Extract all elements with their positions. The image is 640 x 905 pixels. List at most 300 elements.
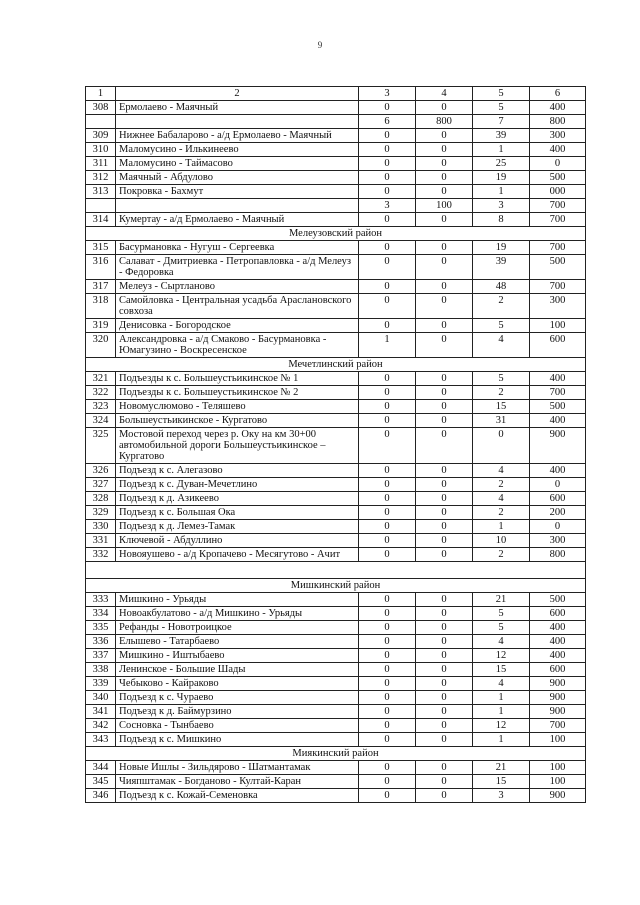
table-row bbox=[86, 478, 586, 492]
value-cell: 1 bbox=[359, 333, 416, 358]
value-cell: 10 bbox=[473, 534, 530, 548]
value-cell: 600 bbox=[530, 333, 586, 358]
value-cell: 0 bbox=[359, 143, 416, 157]
value-cell: 21 bbox=[473, 593, 530, 607]
value-cell: 0 bbox=[416, 213, 473, 227]
table-row bbox=[86, 691, 586, 705]
value-cell: 0 bbox=[359, 607, 416, 621]
value-cell: 0 bbox=[416, 506, 473, 520]
table-row bbox=[86, 372, 586, 386]
value-cell: 0 bbox=[416, 492, 473, 506]
value-cell: 0 bbox=[416, 255, 473, 280]
road-name: Подъезд к с. Алегазово bbox=[116, 464, 359, 478]
value-cell: 400 bbox=[530, 649, 586, 663]
value-cell: 0 bbox=[359, 414, 416, 428]
value-cell: 0 bbox=[416, 761, 473, 775]
value-cell: 0 bbox=[416, 534, 473, 548]
value-cell: 0 bbox=[359, 400, 416, 414]
row-number: 333 bbox=[86, 593, 116, 607]
table-row bbox=[86, 414, 586, 428]
row-number: 337 bbox=[86, 649, 116, 663]
table-row bbox=[86, 255, 586, 280]
row-number: 311 bbox=[86, 157, 116, 171]
road-name: Маячный - Абдулово bbox=[116, 171, 359, 185]
row-number: 329 bbox=[86, 506, 116, 520]
row-number: 334 bbox=[86, 607, 116, 621]
value-cell: 0 bbox=[416, 733, 473, 747]
district-name: Мишкинский район bbox=[86, 579, 586, 593]
road-name: Новые Ишлы - Зильдярово - Шатмантамак bbox=[116, 761, 359, 775]
row-number: 346 bbox=[86, 789, 116, 803]
table-row bbox=[86, 428, 586, 464]
value-cell: 700 bbox=[530, 280, 586, 294]
row-number: 340 bbox=[86, 691, 116, 705]
value-cell: 0 bbox=[416, 691, 473, 705]
value-cell: 0 bbox=[359, 663, 416, 677]
table-row bbox=[86, 719, 586, 733]
value-cell: 2 bbox=[473, 548, 530, 562]
table-row bbox=[86, 333, 586, 358]
row-number: 316 bbox=[86, 255, 116, 280]
value-cell: 0 bbox=[359, 492, 416, 506]
value-cell: 0 bbox=[359, 677, 416, 691]
value-cell: 5 bbox=[473, 607, 530, 621]
row-number: 344 bbox=[86, 761, 116, 775]
value-cell: 0 bbox=[530, 157, 586, 171]
row-number: 313 bbox=[86, 185, 116, 199]
column-header: 4 bbox=[416, 87, 473, 101]
row-number: 336 bbox=[86, 635, 116, 649]
value-cell: 0 bbox=[416, 185, 473, 199]
value-cell: 0 bbox=[416, 129, 473, 143]
value-cell: 400 bbox=[530, 143, 586, 157]
table-row bbox=[86, 492, 586, 506]
value-cell: 0 bbox=[416, 548, 473, 562]
value-cell: 6 bbox=[359, 115, 416, 129]
table-row bbox=[86, 607, 586, 621]
value-cell: 0 bbox=[416, 280, 473, 294]
column-header: 6 bbox=[530, 87, 586, 101]
table-row bbox=[86, 775, 586, 789]
value-cell: 700 bbox=[530, 241, 586, 255]
value-cell: 0 bbox=[359, 635, 416, 649]
value-cell: 48 bbox=[473, 280, 530, 294]
value-cell: 0 bbox=[416, 520, 473, 534]
value-cell: 0 bbox=[416, 157, 473, 171]
road-name: Самойловка - Центральная усадьба Араслановского совхоза bbox=[116, 294, 359, 319]
value-cell: 100 bbox=[530, 733, 586, 747]
table-row bbox=[86, 101, 586, 115]
value-cell: 5 bbox=[473, 372, 530, 386]
road-name: Подъезд к с. Мишкино bbox=[116, 733, 359, 747]
value-cell: 15 bbox=[473, 400, 530, 414]
value-cell: 0 bbox=[416, 333, 473, 358]
value-cell: 500 bbox=[530, 593, 586, 607]
empty-cell bbox=[86, 562, 586, 579]
road-name: Ермолаево - Маячный bbox=[116, 101, 359, 115]
value-cell: 0 bbox=[359, 548, 416, 562]
road-name: Подъезд к д. Азикеево bbox=[116, 492, 359, 506]
value-cell: 0 bbox=[359, 185, 416, 199]
value-cell: 0 bbox=[473, 428, 530, 464]
value-cell: 700 bbox=[530, 719, 586, 733]
road-name: Подъезд к с. Дуван-Мечетлино bbox=[116, 478, 359, 492]
value-cell: 900 bbox=[530, 677, 586, 691]
row-number: 330 bbox=[86, 520, 116, 534]
column-header: 2 bbox=[116, 87, 359, 101]
page-number: 9 bbox=[317, 40, 323, 50]
table-row bbox=[86, 129, 586, 143]
value-cell: 0 bbox=[359, 649, 416, 663]
value-cell: 400 bbox=[530, 414, 586, 428]
value-cell: 1 bbox=[473, 143, 530, 157]
column-header: 3 bbox=[359, 87, 416, 101]
table-subrow bbox=[86, 115, 586, 129]
value-cell: 19 bbox=[473, 241, 530, 255]
value-cell: 200 bbox=[530, 506, 586, 520]
value-cell: 400 bbox=[530, 621, 586, 635]
road-name: Чияпштамак - Богданово - Култай-Каран bbox=[116, 775, 359, 789]
value-cell: 12 bbox=[473, 649, 530, 663]
value-cell: 3 bbox=[359, 199, 416, 213]
row-number: 319 bbox=[86, 319, 116, 333]
value-cell: 0 bbox=[416, 372, 473, 386]
value-cell: 0 bbox=[416, 649, 473, 663]
value-cell: 900 bbox=[530, 428, 586, 464]
value-cell: 15 bbox=[473, 663, 530, 677]
row-number: 335 bbox=[86, 621, 116, 635]
row-number: 320 bbox=[86, 333, 116, 358]
row-number: 343 bbox=[86, 733, 116, 747]
value-cell: 3 bbox=[473, 199, 530, 213]
value-cell: 100 bbox=[530, 761, 586, 775]
table-row bbox=[86, 548, 586, 562]
value-cell: 900 bbox=[530, 691, 586, 705]
value-cell: 800 bbox=[530, 115, 586, 129]
road-name: Покровка - Бахмут bbox=[116, 185, 359, 199]
value-cell: 0 bbox=[530, 478, 586, 492]
road-name: Подъезд к с. Кожай-Семеновка bbox=[116, 789, 359, 803]
road-name: Новоакбулатово - а/д Мишкино - Урьяды bbox=[116, 607, 359, 621]
table-row bbox=[86, 464, 586, 478]
value-cell: 900 bbox=[530, 705, 586, 719]
value-cell: 0 bbox=[530, 520, 586, 534]
value-cell: 0 bbox=[416, 663, 473, 677]
road-name: Маломусино - Илькинеево bbox=[116, 143, 359, 157]
row-number: 341 bbox=[86, 705, 116, 719]
table-row bbox=[86, 386, 586, 400]
table-row bbox=[86, 789, 586, 803]
value-cell: 0 bbox=[416, 319, 473, 333]
value-cell: 0 bbox=[359, 478, 416, 492]
row-number-empty bbox=[86, 115, 116, 129]
value-cell: 2 bbox=[473, 294, 530, 319]
road-name: Мишкино - Иштыбаево bbox=[116, 649, 359, 663]
value-cell: 400 bbox=[530, 464, 586, 478]
value-cell: 0 bbox=[359, 372, 416, 386]
value-cell: 0 bbox=[359, 280, 416, 294]
column-header: 5 bbox=[473, 87, 530, 101]
table-row bbox=[86, 241, 586, 255]
value-cell: 100 bbox=[416, 199, 473, 213]
row-number: 315 bbox=[86, 241, 116, 255]
table-row bbox=[86, 185, 586, 199]
value-cell: 8 bbox=[473, 213, 530, 227]
value-cell: 0 bbox=[416, 294, 473, 319]
road-name: Ключевой - Абдуллино bbox=[116, 534, 359, 548]
table-row bbox=[86, 143, 586, 157]
value-cell: 0 bbox=[359, 464, 416, 478]
value-cell: 0 bbox=[416, 775, 473, 789]
value-cell: 0 bbox=[359, 241, 416, 255]
table-row bbox=[86, 649, 586, 663]
value-cell: 39 bbox=[473, 255, 530, 280]
district-name: Мечетлинский район bbox=[86, 358, 586, 372]
value-cell: 0 bbox=[416, 593, 473, 607]
road-name: Подъезды к с. Большеустьикинское № 1 bbox=[116, 372, 359, 386]
value-cell: 21 bbox=[473, 761, 530, 775]
value-cell: 2 bbox=[473, 478, 530, 492]
road-name: Новояушево - а/д Кропачево - Месягутово - Ачит bbox=[116, 548, 359, 562]
value-cell: 25 bbox=[473, 157, 530, 171]
value-cell: 600 bbox=[530, 607, 586, 621]
road-name: Салават - Дмитриевка - Петропавловка - а/д Мелеуз - Федоровка bbox=[116, 255, 359, 280]
value-cell: 0 bbox=[359, 534, 416, 548]
value-cell: 0 bbox=[416, 789, 473, 803]
row-number: 323 bbox=[86, 400, 116, 414]
table-row bbox=[86, 280, 586, 294]
value-cell: 0 bbox=[359, 319, 416, 333]
value-cell: 0 bbox=[359, 719, 416, 733]
district-name: Миякинский район bbox=[86, 747, 586, 761]
value-cell: 0 bbox=[359, 157, 416, 171]
value-cell: 0 bbox=[359, 621, 416, 635]
table-row bbox=[86, 520, 586, 534]
road-name: Мелеуз - Сыртланово bbox=[116, 280, 359, 294]
road-name-empty bbox=[116, 115, 359, 129]
row-number: 310 bbox=[86, 143, 116, 157]
road-name: Нижнее Бабаларово - а/д Ермолаево - Маячный bbox=[116, 129, 359, 143]
value-cell: 4 bbox=[473, 333, 530, 358]
table-body bbox=[86, 101, 586, 803]
table-row bbox=[86, 621, 586, 635]
row-number: 314 bbox=[86, 213, 116, 227]
row-number: 325 bbox=[86, 428, 116, 464]
value-cell: 000 bbox=[530, 185, 586, 199]
table-row bbox=[86, 593, 586, 607]
value-cell: 0 bbox=[359, 213, 416, 227]
value-cell: 0 bbox=[359, 506, 416, 520]
value-cell: 0 bbox=[359, 255, 416, 280]
value-cell: 600 bbox=[530, 663, 586, 677]
row-number: 317 bbox=[86, 280, 116, 294]
value-cell: 500 bbox=[530, 400, 586, 414]
value-cell: 0 bbox=[359, 733, 416, 747]
value-cell: 7 bbox=[473, 115, 530, 129]
table-row bbox=[86, 705, 586, 719]
value-cell: 0 bbox=[416, 400, 473, 414]
value-cell: 0 bbox=[416, 143, 473, 157]
district-header-row bbox=[86, 358, 586, 372]
row-number: 332 bbox=[86, 548, 116, 562]
road-name: Большеустьикинское - Кургатово bbox=[116, 414, 359, 428]
value-cell: 1 bbox=[473, 185, 530, 199]
value-cell: 500 bbox=[530, 171, 586, 185]
row-number: 339 bbox=[86, 677, 116, 691]
value-cell: 5 bbox=[473, 319, 530, 333]
value-cell: 500 bbox=[530, 255, 586, 280]
row-number: 309 bbox=[86, 129, 116, 143]
value-cell: 4 bbox=[473, 464, 530, 478]
road-name: Сосновка - Тынбаево bbox=[116, 719, 359, 733]
value-cell: 100 bbox=[530, 775, 586, 789]
road-name-empty bbox=[116, 199, 359, 213]
table-row bbox=[86, 171, 586, 185]
value-cell: 0 bbox=[416, 386, 473, 400]
value-cell: 0 bbox=[416, 241, 473, 255]
value-cell: 700 bbox=[530, 386, 586, 400]
road-name: Рефанды - Новотроицкое bbox=[116, 621, 359, 635]
table-row bbox=[86, 319, 586, 333]
value-cell: 700 bbox=[530, 199, 586, 213]
value-cell: 0 bbox=[416, 635, 473, 649]
value-cell: 12 bbox=[473, 719, 530, 733]
value-cell: 0 bbox=[416, 607, 473, 621]
value-cell: 31 bbox=[473, 414, 530, 428]
empty-row bbox=[86, 562, 586, 579]
value-cell: 2 bbox=[473, 506, 530, 520]
value-cell: 0 bbox=[416, 705, 473, 719]
value-cell: 0 bbox=[416, 719, 473, 733]
value-cell: 2 bbox=[473, 386, 530, 400]
road-name: Маломусино - Таймасово bbox=[116, 157, 359, 171]
table-row bbox=[86, 294, 586, 319]
value-cell: 400 bbox=[530, 101, 586, 115]
value-cell: 400 bbox=[530, 372, 586, 386]
value-cell: 0 bbox=[359, 386, 416, 400]
value-cell: 0 bbox=[359, 691, 416, 705]
value-cell: 15 bbox=[473, 775, 530, 789]
value-cell: 1 bbox=[473, 520, 530, 534]
road-name: Подъезд к с. Чураево bbox=[116, 691, 359, 705]
value-cell: 0 bbox=[359, 761, 416, 775]
road-name: Подъезд к с. Большая Ока bbox=[116, 506, 359, 520]
district-name: Мелеузовский район bbox=[86, 227, 586, 241]
road-name: Басурмановка - Нугуш - Сергеевка bbox=[116, 241, 359, 255]
district-header-row bbox=[86, 579, 586, 593]
value-cell: 1 bbox=[473, 705, 530, 719]
value-cell: 0 bbox=[359, 129, 416, 143]
row-number: 331 bbox=[86, 534, 116, 548]
value-cell: 300 bbox=[530, 294, 586, 319]
value-cell: 3 bbox=[473, 789, 530, 803]
value-cell: 300 bbox=[530, 129, 586, 143]
table-subrow bbox=[86, 199, 586, 213]
value-cell: 0 bbox=[416, 101, 473, 115]
roads-table bbox=[85, 86, 586, 803]
road-name: Александровка - а/д Смаково - Басурмановка - Юмагузино - Воскресенское bbox=[116, 333, 359, 358]
table-row bbox=[86, 663, 586, 677]
value-cell: 4 bbox=[473, 635, 530, 649]
row-number: 308 bbox=[86, 101, 116, 115]
value-cell: 700 bbox=[530, 213, 586, 227]
row-number: 326 bbox=[86, 464, 116, 478]
table-row bbox=[86, 157, 586, 171]
value-cell: 1 bbox=[473, 691, 530, 705]
value-cell: 0 bbox=[359, 593, 416, 607]
value-cell: 800 bbox=[416, 115, 473, 129]
table-row bbox=[86, 400, 586, 414]
value-cell: 600 bbox=[530, 492, 586, 506]
road-name: Мишкино - Урьяды bbox=[116, 593, 359, 607]
district-header-row bbox=[86, 227, 586, 241]
row-number: 327 bbox=[86, 478, 116, 492]
road-name: Мостовой переход через р. Оку на км 30+00 автомобильной дороги Большеустьикинское – Кургатово bbox=[116, 428, 359, 464]
value-cell: 0 bbox=[416, 677, 473, 691]
table-row bbox=[86, 534, 586, 548]
value-cell: 0 bbox=[359, 428, 416, 464]
table-header-row bbox=[86, 87, 586, 101]
value-cell: 0 bbox=[416, 621, 473, 635]
value-cell: 4 bbox=[473, 677, 530, 691]
value-cell: 100 bbox=[530, 319, 586, 333]
road-name: Чебыково - Кайраково bbox=[116, 677, 359, 691]
row-number: 345 bbox=[86, 775, 116, 789]
value-cell: 0 bbox=[359, 705, 416, 719]
road-name: Елышево - Татарбаево bbox=[116, 635, 359, 649]
row-number: 324 bbox=[86, 414, 116, 428]
row-number: 328 bbox=[86, 492, 116, 506]
table-row bbox=[86, 506, 586, 520]
value-cell: 19 bbox=[473, 171, 530, 185]
row-number: 321 bbox=[86, 372, 116, 386]
value-cell: 0 bbox=[416, 464, 473, 478]
table-row bbox=[86, 213, 586, 227]
value-cell: 0 bbox=[416, 478, 473, 492]
value-cell: 400 bbox=[530, 635, 586, 649]
value-cell: 0 bbox=[416, 171, 473, 185]
road-name: Кумертау - а/д Ермолаево - Маячный bbox=[116, 213, 359, 227]
value-cell: 0 bbox=[359, 520, 416, 534]
value-cell: 5 bbox=[473, 101, 530, 115]
value-cell: 0 bbox=[359, 294, 416, 319]
row-number: 318 bbox=[86, 294, 116, 319]
table-row bbox=[86, 761, 586, 775]
value-cell: 0 bbox=[359, 775, 416, 789]
road-name: Денисовка - Богородское bbox=[116, 319, 359, 333]
value-cell: 1 bbox=[473, 733, 530, 747]
value-cell: 0 bbox=[359, 789, 416, 803]
table-row bbox=[86, 733, 586, 747]
road-name: Подъезды к с. Большеустьикинское № 2 bbox=[116, 386, 359, 400]
road-name: Подъезд к д. Баймурзино bbox=[116, 705, 359, 719]
value-cell: 4 bbox=[473, 492, 530, 506]
row-number-empty bbox=[86, 199, 116, 213]
road-name: Ленинское - Большие Шады bbox=[116, 663, 359, 677]
column-header: 1 bbox=[86, 87, 116, 101]
value-cell: 5 bbox=[473, 621, 530, 635]
value-cell: 0 bbox=[359, 101, 416, 115]
road-name: Новомуслюмово - Теляшево bbox=[116, 400, 359, 414]
value-cell: 0 bbox=[416, 428, 473, 464]
district-header-row bbox=[86, 747, 586, 761]
value-cell: 39 bbox=[473, 129, 530, 143]
value-cell: 800 bbox=[530, 548, 586, 562]
table-row bbox=[86, 677, 586, 691]
value-cell: 0 bbox=[359, 171, 416, 185]
row-number: 338 bbox=[86, 663, 116, 677]
value-cell: 0 bbox=[416, 414, 473, 428]
